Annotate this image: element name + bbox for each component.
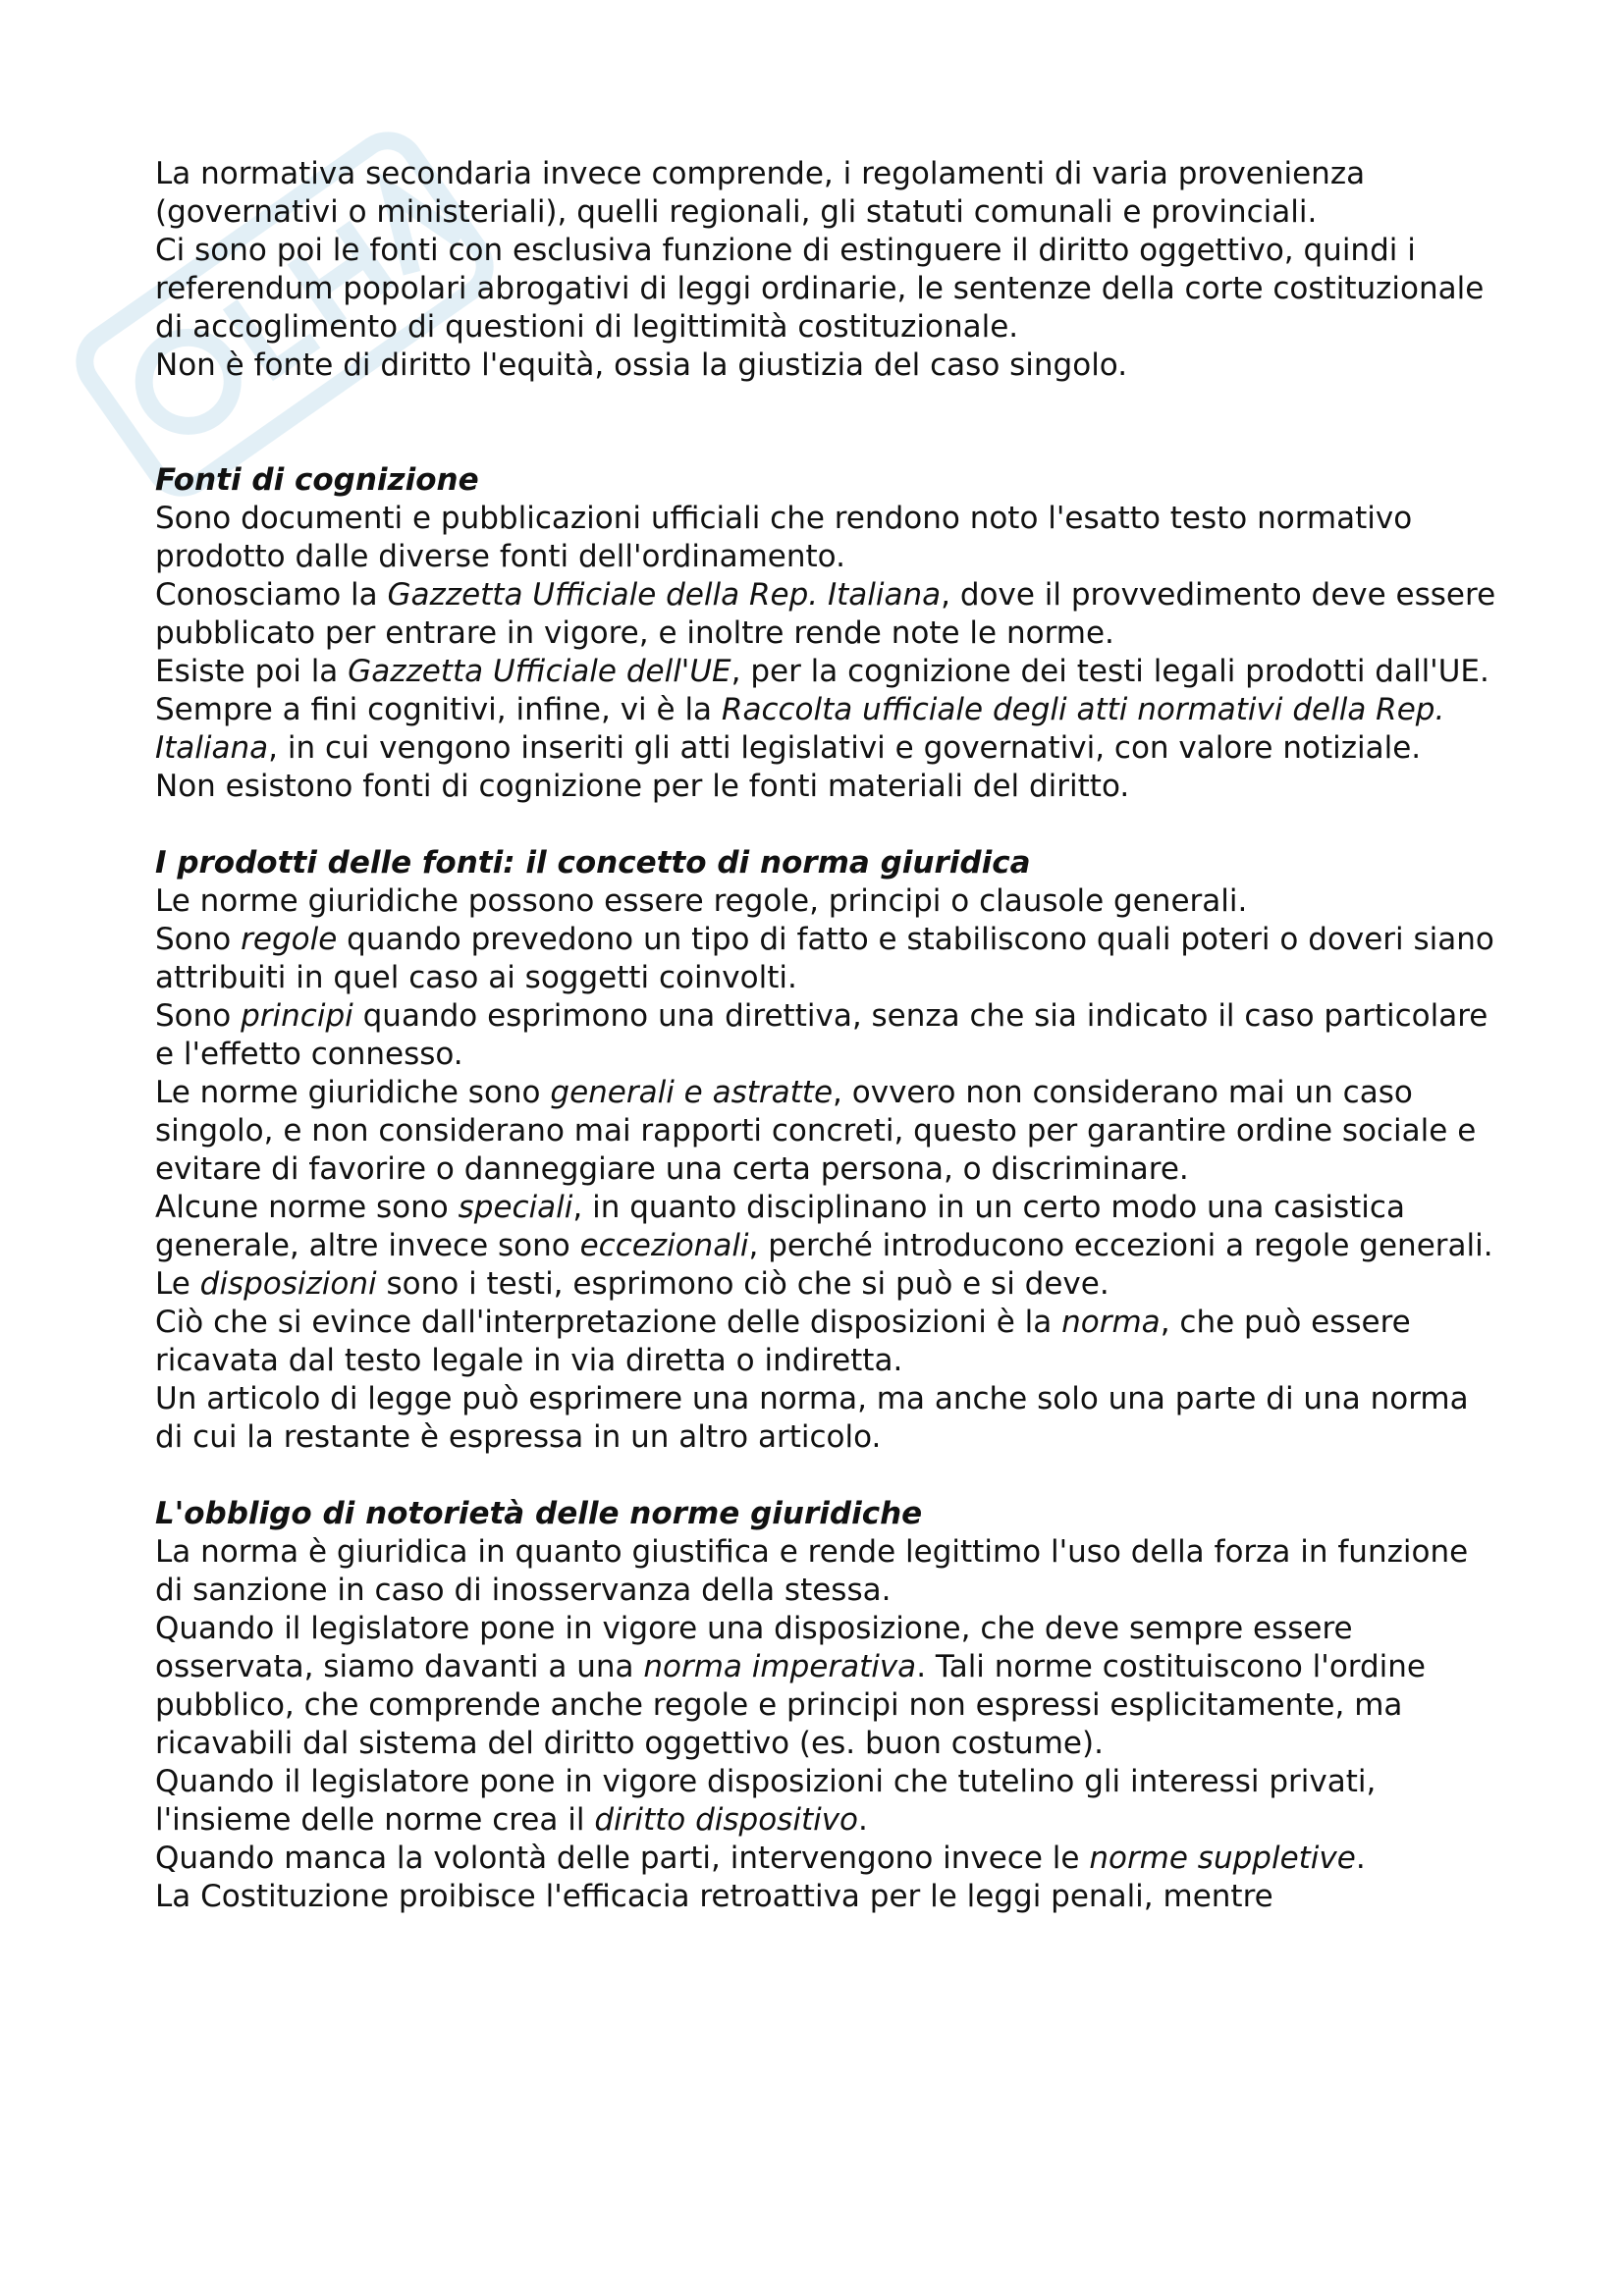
obbligo-paragraph-2: Quando il legislatore pone in vigore una disposizione, che deve sempre essere osservata, siamo davanti a una norma imperativa. Tali norme costituiscono l'ordine pubblico, che comprende anche regole e principi non espressi esplicitamente, ma ricavabili dal sistema del diritto oggettivo (es. buon costume). [155, 1611, 1426, 1761]
heading-prodotti-delle-fonti: I prodotti delle fonti: il concetto di norma giuridica [155, 845, 1031, 881]
intro-paragraph-1: La normativa secondaria invece comprende, i regolamenti di varia provenienza (governativi o ministeriali), quelli regionali, gli statuti comunali e provinciali. [155, 156, 1366, 230]
prodotti-paragraph-2: Sono regole quando prevedono un tipo di fatto e stabiliscono quali poteri o doveri siano attribuiti in quel caso ai soggetti coinvolti. [155, 922, 1494, 995]
intro-paragraph-3: Non è fonte di diritto l'equità, ossia la giustizia del caso singolo. [155, 347, 1128, 383]
prodotti-paragraph-3: Sono principi quando esprimono una direttiva, senza che sia indicato il caso particolare e l'effetto connesso. [155, 998, 1488, 1072]
heading-obbligo-di-notorieta: L'obbligo di notorietà delle norme giuridiche [155, 1496, 923, 1531]
prodotti-paragraph-6: Le disposizioni sono i testi, esprimono ciò che si può e si deve. [155, 1266, 1109, 1302]
fonti-cognizione-paragraph-5: Non esistono fonti di cognizione per le fonti materiali del diritto. [155, 769, 1130, 804]
document-body [155, 155, 1500, 1916]
prodotti-paragraph-5: Alcune norme sono speciali, in quanto disciplinano in un certo modo una casistica generale, altre invece sono eccezionali, perché introducono eccezioni a regole generali. [155, 1190, 1493, 1263]
obbligo-paragraph-3: Quando il legislatore pone in vigore disposizioni che tutelino gli interessi privati, l'insieme delle norme crea il diritto dispositivo. [155, 1764, 1377, 1838]
intro-paragraph-2: Ci sono poi le fonti con esclusiva funzione di estinguere il diritto oggettivo, quindi i referendum popolari abrogativi di leggi ordinarie, le sentenze della corte costituzionale di accoglimento di questioni di legittimità costituzionale. [155, 233, 1485, 345]
prodotti-paragraph-1: Le norme giuridiche possono essere regole, principi o clausole generali. [155, 883, 1248, 919]
fonti-cognizione-paragraph-1: Sono documenti e pubblicazioni ufficiali che rendono noto l'esatto testo normativo prodotto dalle diverse fonti dell'ordinamento. [155, 501, 1413, 574]
obbligo-paragraph-4: Quando manca la volontà delle parti, intervengono invece le norme suppletive. [155, 1841, 1366, 1876]
fonti-cognizione-paragraph-2: Conosciamo la Gazzetta Ufficiale della Rep. Italiana, dove il provvedimento deve essere pubblicato per entrare in vigore, e inoltre rende note le norme. [155, 577, 1496, 651]
prodotti-paragraph-8: Un articolo di legge può esprimere una norma, ma anche solo una parte di una norma di cui la restante è espressa in un altro articolo. [155, 1381, 1469, 1455]
prodotti-paragraph-4: Le norme giuridiche sono generali e astratte, ovvero non considerano mai un caso singolo, e non considerano mai rapporti concreti, questo per garantire ordine sociale e evitare di favorire o danneggiare una certa persona, o discriminare. [155, 1075, 1477, 1187]
prodotti-paragraph-7: Ciò che si evince dall'interpretazione delle disposizioni è la norma, che può essere ricavata dal testo legale in via diretta o indiretta. [155, 1305, 1411, 1378]
obbligo-paragraph-5: La Costituzione proibisce l'efficacia retroattiva per le leggi penali, mentre [155, 1879, 1273, 1914]
obbligo-paragraph-1: La norma è giuridica in quanto giustifica e rende legittimo l'uso della forza in funzione di sanzione in caso di inosservanza della stessa. [155, 1534, 1469, 1608]
fonti-cognizione-paragraph-3: Esiste poi la Gazzetta Ufficiale dell'UE, per la cognizione dei testi legali prodotti dall'UE. [155, 654, 1489, 689]
heading-fonti-di-cognizione: Fonti di cognizione [155, 462, 479, 498]
fonti-cognizione-paragraph-4: Sempre a fini cognitivi, infine, vi è la Raccolta ufficiale degli atti normativi della Rep. Italiana, in cui vengono inseriti gli atti legislativi e governativi, con valore notiziale. [155, 692, 1445, 766]
